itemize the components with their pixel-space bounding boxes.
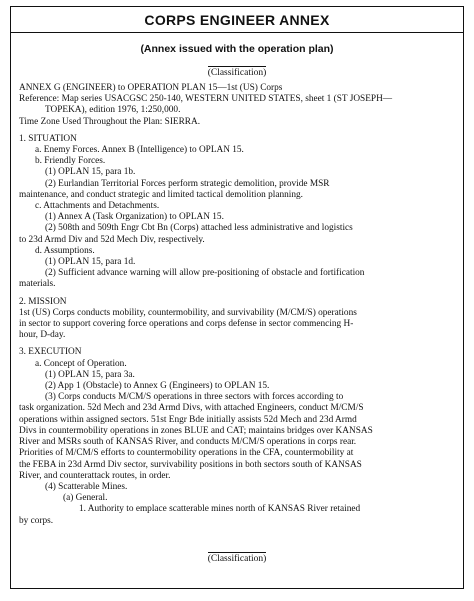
situation-subitem: maintenance, and conduct strategic and limited tactical demolition planning. (19, 189, 303, 200)
mission-text: in sector to support covering force operations and corps defense in sector commencing H- (19, 319, 354, 330)
execution-subsubitem: 1. Authority to emplace scatterable mines north of KANSAS River retained (79, 504, 361, 515)
document-title: CORPS ENGINEER ANNEX (10, 6, 464, 33)
header-line: Reference: Map series USACGSC 250-140, WESTERN UNITED STATES, sheet 1 (ST JOSEPH— (19, 94, 393, 105)
header-line: TOPEKA), edition 1976, 1:250,000. (45, 105, 181, 116)
header-line: ANNEX G (ENGINEER) to OPERATION PLAN 15—1st (US) Corps (19, 83, 283, 93)
mission-heading: 2. MISSION (19, 296, 67, 307)
execution-subitem: operations within assigned sectors. 51st Engr Bde initially assists 52d Mech and 23d Armd (19, 414, 357, 425)
classification-bottom (11, 552, 463, 564)
execution-subitem: Divs in countermobility operations in zones BLUE and CAT; maintains bridges over KANSAS (19, 425, 373, 436)
situation-subitem: to 23d Armd Div and 52d Mech Div, respectively. (19, 234, 205, 245)
classification-top-label: (Classification) (207, 68, 267, 78)
execution-subitem: (4) Scatterable Mines. (45, 481, 128, 492)
situation-heading: 1. SITUATION (19, 133, 77, 144)
execution-item: a. Concept of Operation. (35, 358, 127, 369)
mission-text: 1st (US) Corps conducts mobility, countermobility, and survivability (M/CM/S) operations (19, 307, 357, 318)
document-subtitle: (Annex issued with the operation plan) (140, 43, 334, 55)
execution-subitem: task organization. 52d Mech and 23d Armd Divs, with attached Engineers, conduct M/CM/S (19, 403, 364, 414)
execution-subitem: (3) Corps conducts M/CM/S operations in three sectors with forces according to (45, 392, 344, 403)
situation-subitem: materials. (19, 279, 56, 290)
situation-item: a. Enemy Forces. Annex B (Intelligence) to OPLAN 15. (35, 145, 244, 156)
execution-subsubitem: by corps. (19, 515, 54, 526)
situation-subitem: (2) 508th and 509th Engr Cbt Bn (Corps) attached less administrative and logistics (45, 223, 353, 234)
situation-subitem: (1) OPLAN 15, para 1b. (45, 167, 136, 178)
execution-heading: 3. EXECUTION (19, 347, 82, 358)
execution-subitem: (2) App 1 (Obstacle) to Annex G (Engineers) to OPLAN 15. (45, 381, 270, 392)
situation-subitem: (1) OPLAN 15, para 1d. (45, 257, 136, 268)
classification-top (11, 66, 463, 78)
situation-item: d. Assumptions. (35, 245, 95, 256)
execution-subitem: Priorities of M/CM/S efforts to countermobility operations in the CFA, countermobility at (19, 448, 354, 459)
situation-item: b. Friendly Forces. (35, 156, 106, 167)
situation-subitem: (2) Sufficient advance warning will allow pre-positioning of obstacle and fortification (45, 268, 365, 279)
execution-subitem: (1) OPLAN 15, para 3a. (45, 369, 135, 380)
situation-subitem: (2) Eurlandian Territorial Forces perform strategic demolition, provide MSR (45, 178, 330, 189)
annex-text (19, 83, 455, 527)
situation-item: c. Attachments and Detachments. (35, 201, 160, 212)
execution-subitem: River, and counterattack routes, in order. (19, 470, 171, 481)
execution-subitem: River and MSRs south of KANSAS River, and conducts M/CM/S operations in corps rear. (19, 437, 357, 448)
header-line: Time Zone Used Throughout the Plan: SIERRA. (19, 116, 201, 127)
execution-subitem: the FEBA in 23d Armd Div sector, survivability positions in both sectors south of KANSAS (19, 459, 362, 470)
execution-subsubitem: (a) General. (63, 493, 108, 504)
situation-subitem: (1) Annex A (Task Organization) to OPLAN 15. (45, 212, 224, 223)
mission-text: hour, D-day. (19, 330, 66, 341)
document-body (10, 32, 464, 589)
classification-bottom-label: (Classification) (207, 554, 267, 564)
